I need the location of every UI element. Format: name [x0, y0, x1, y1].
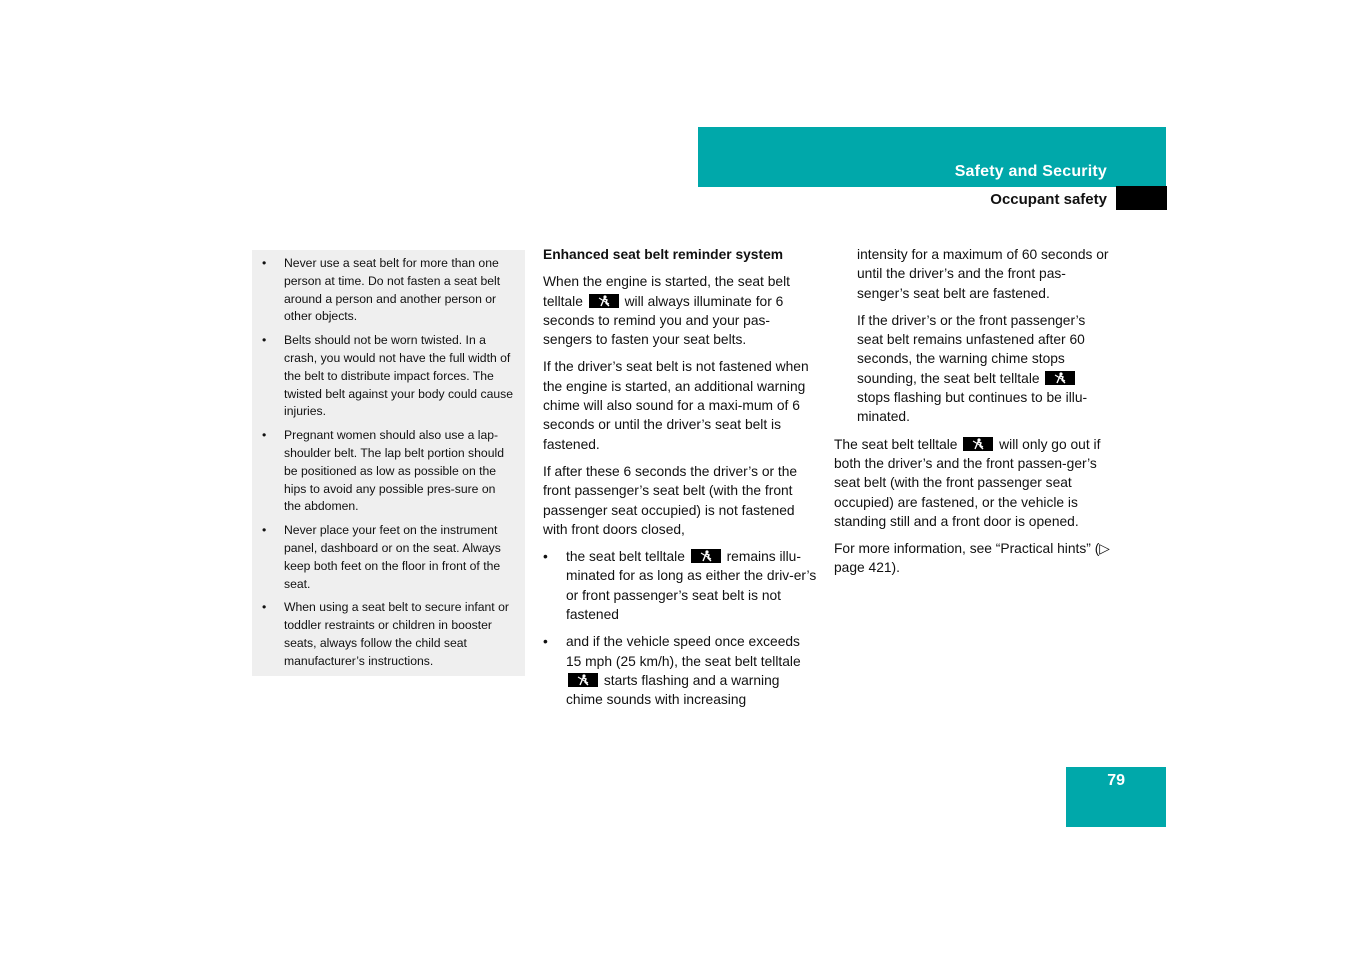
seat-belt-telltale-icon — [963, 437, 993, 451]
paragraph: If the driver’s or the front passenger’s seat belt remains unfastened after 60 seconds, the warning chime stops sounding, the seat belt telltale stops flashing but continues to be illu-minated. — [857, 312, 1088, 425]
seat-belt-telltale-icon — [568, 673, 598, 687]
list-item: • and if the vehicle speed once exceeds 15 mph (25 km/h), the seat belt telltale starts flashing and a warning chime sounds with increasing — [543, 632, 819, 709]
paragraph: If the driver’s seat belt is not fastened when the engine is started, an additional warning chime will also sound for a maxi-mum of 6 seconds or until the driver’s seat belt is fastened. — [543, 359, 809, 452]
main-text-column-right — [834, 245, 1110, 586]
subsection-title: Occupant safety — [990, 191, 1107, 208]
warning-list — [262, 255, 513, 671]
section-marker-tab — [1116, 186, 1167, 210]
seat-belt-telltale-icon — [1045, 371, 1075, 385]
paragraph: If after these 6 seconds the driver’s or the front passenger’s seat belt (with the front passenger seat occupied) is not fastened with front doors closed, — [543, 463, 798, 537]
page-number-box — [1066, 767, 1166, 827]
section-title: Safety and Security — [954, 163, 1107, 180]
condition-list — [543, 547, 819, 709]
seat-belt-telltale-icon — [589, 294, 619, 308]
seat-belt-telltale-icon — [691, 549, 721, 563]
section-heading: Enhanced seat belt reminder system — [543, 247, 784, 262]
list-item-continuation: intensity for a maximum of 60 seconds or until the driver’s and the front pas-senger’s seat belt are fastened. — [857, 247, 1109, 301]
warning-box — [252, 250, 525, 676]
warning-item: • Belts should not be worn twisted. In a crash, you would not have the full width of the belt to distribute impact forces. The twisted belt against your body could cause injuries. — [262, 332, 513, 421]
paragraph — [543, 272, 819, 349]
warning-item: • Pregnant women should also use a lap-shoulder belt. The lap belt portion should be positioned as low as possible on the hips to avoid any possible pres-sure on the abdomen. — [262, 427, 513, 516]
section-header-band — [698, 127, 1166, 187]
paragraph-text: will always illuminate for 6 seconds to remind you and your pas-sengers to fasten your seat belts. — [543, 293, 784, 348]
list-item: • the seat belt telltale remains illu-minated for as long as either the driv-er’s or front passenger’s seat belt is not fastened — [543, 547, 819, 624]
warning-item: • Never place your feet on the instrument panel, dashboard or on the seat. Always keep both feet on the floor in front of the seat. — [262, 522, 513, 593]
warning-item: • When using a seat belt to secure infant or toddler restraints or children in booster seats, always follow the child seat manufacturer’s instructions. — [262, 599, 513, 670]
cross-reference: For more information, see “Practical hints” (▷ page 421). — [834, 541, 1110, 576]
paragraph-text: When the engine is started, the seat belt telltale — [543, 274, 790, 309]
main-text-column-left — [543, 245, 819, 718]
page-number: 79 — [1107, 772, 1125, 789]
paragraph: The seat belt telltale will only go out if both the driver’s and the front passen-ger’s seat belt (with the front passenger seat occupied) are fastened, or the vehicle is standing still and a front door is opened. — [834, 436, 1101, 529]
warning-item: • Never use a seat belt for more than one person at time. Do not fasten a seat belt around a person and another person or other objects. — [262, 255, 513, 326]
